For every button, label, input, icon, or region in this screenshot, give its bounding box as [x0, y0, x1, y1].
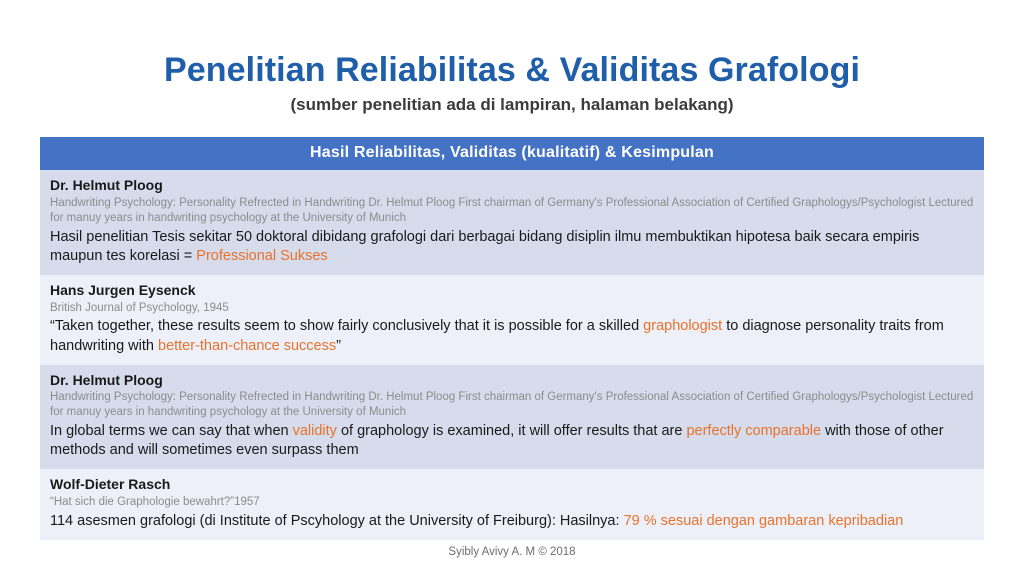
- researcher-name: Dr. Helmut Ploog: [50, 371, 163, 388]
- table-row: [40, 469, 984, 540]
- row-text-after: with those of other methods and will sometimes even surpass them: [50, 423, 944, 459]
- row-text-mid: of graphology is examined, it will offer results that are: [336, 423, 687, 440]
- row-body-text: [50, 422, 974, 460]
- row-highlight: validity: [292, 423, 337, 440]
- researcher-reference: British Journal of Psychology, 1945: [50, 301, 229, 314]
- table-row: [40, 365, 984, 470]
- researcher-name: Dr. Helmut Ploog: [50, 177, 163, 194]
- row-body-text: [50, 228, 974, 266]
- row-text-before: Hasil penelitian Tesis sekitar 50 doktoral dibidang grafologi dari berbagai bidang disiplin ilmu membuktikan hipotesa baik secara empiris maupun tes korelasi =: [50, 228, 920, 264]
- row-text-before: “Taken together, these results seem to show fairly conclusively that it is possible for a skilled: [50, 318, 644, 335]
- researcher-name: Wolf-Dieter Rasch: [50, 476, 171, 493]
- row-body-text: [50, 512, 974, 531]
- table-row: [40, 170, 984, 275]
- row-text-after: ”: [336, 337, 341, 354]
- row-body-text: [50, 317, 974, 355]
- page-subtitle: (sumber penelitian ada di lampiran, halaman belakang): [290, 95, 734, 115]
- row-highlight-2: perfectly comparable: [686, 423, 822, 440]
- table-header: Hasil Reliabilitas, Validitas (kualitatif) & Kesimpulan: [40, 137, 984, 170]
- researcher-reference: Handwriting Psychology: Personality Refrected in Handwriting Dr. Helmut Ploog First chairman of Germany's Professional Association of Certified Graphologys/Psychologist Lectured for manuy years in handwriting psychology at the University of Munich: [50, 391, 974, 419]
- research-table: [40, 137, 984, 540]
- row-highlight-2: better-than-chance success: [158, 337, 337, 354]
- table-row: [40, 275, 984, 365]
- researcher-reference: “Hat sich die Graphologie bewahrt?”1957: [50, 495, 260, 508]
- row-text-before: In global terms we can say that when: [50, 423, 293, 440]
- researcher-name: Hans Jurgen Eysenck: [50, 282, 196, 299]
- row-highlight: graphologist: [643, 318, 723, 335]
- row-text-before: 114 asesmen grafologi (di Institute of Pscyhology at the University of Freiburg): Hasilnya:: [50, 512, 624, 529]
- researcher-reference: Handwriting Psychology: Personality Refrected in Handwriting Dr. Helmut Ploog First chairman of Germany's Professional Association of Certified Graphologys/Psychologist Lectured for manuy years in handwriting psychology at the University of Munich: [50, 196, 974, 224]
- page-title: Penelitian Reliabilitas & Validitas Grafologi: [163, 51, 861, 89]
- row-highlight: 79 % sesuai dengan gambaran kepribadian: [623, 512, 904, 529]
- row-highlight: Professional Sukses: [196, 247, 328, 264]
- slide-footer: Syibly Avivy A. M © 2018: [448, 546, 576, 558]
- row-text-mid: to diagnose personality traits from handwriting with: [50, 318, 944, 354]
